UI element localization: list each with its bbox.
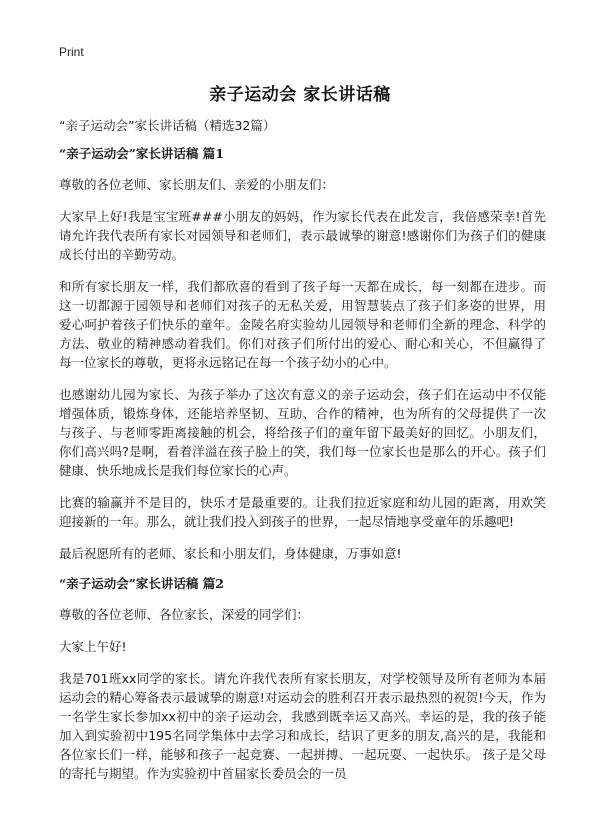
article-subtitle: “亲子运动会”家长讲话稿（精选32篇）	[59, 118, 276, 133]
article-body	[59, 118, 546, 796]
paragraph: 比赛的输赢并不是目的，快乐才是最重要的。让我们拉近家庭和幼儿园的距离，用欢笑迎接新的一年。那么，就让我们投入到孩子的世界，一起尽情地享受童年的乐趣吧!	[59, 495, 546, 529]
paragraph: 尊敬的各位老师、家长朋友们、亲爱的小朋友们：	[59, 177, 335, 192]
paragraph: 尊敬的各位老师、各位家长，深爱的同学们：	[59, 607, 310, 622]
print-link[interactable]: Print	[59, 45, 84, 59]
paragraph: 大家早上好!我是宝宝班###小朋友的妈妈，作为家长代表在此发言，我倍感荣幸!首先请允许我代表所有家长对园领导和老师们，表示最诚挚的谢意!感谢你们为孩子们的健康成长付出的辛勤劳动。	[59, 209, 546, 262]
paragraph: 大家上午好!	[59, 639, 127, 654]
section-heading-1: “亲子运动会”家长讲话稿 篇1	[59, 146, 224, 161]
page-title: 亲子运动会 家长讲话稿	[209, 85, 391, 105]
paragraph: 我是701班xx同学的家长。请允许我代表所有家长朋友，对学校领导及所有老师为本届运动会的精心筹备表示最诚挚的谢意!对运动会的胜利召开表示最热烈的祝贺!今天，作为一名学生家长参加xx初中的亲子运动会，我感到既幸运又高兴。幸运的是，我的孩子能加入到实验初中195名同学集体中去学习和成长，结识了更多的朋友,高兴的是，我能和各位家长们一样，能够和孩子一起竞赛、一起拼搏、一起玩耍、一起快乐。 孩子是父母的寄托与期望。作为实验初中首届家长委员会的一员	[59, 671, 546, 781]
paragraph: 也感谢幼儿园为家长、为孩子举办了这次有意义的亲子运动会，孩子们在运动中不仅能增强体质，锻炼身体，还能培养坚韧、互助、合作的精神，也为所有的父母提供了一次与孩子、与老师零距离接触的机会，将给孩子们的童年留下最美好的回忆。小朋友们，你们高兴吗?是啊，看着洋溢在孩子脸上的笑，我们每一位家长也是那么的开心。孩子们健康、快乐地成长是我们每位家长的心声。	[59, 387, 546, 478]
paragraph: 最后祝愿所有的老师、家长和小朋友们，身体健康，万事如意!	[59, 546, 402, 561]
paragraph: 和所有家长朋友一样，我们都欣喜的看到了孩子每一天都在成长，每一刻都在进步。而这一切都源于园领导和老师们对孩子的无私关爱，用智慧装点了孩子们多姿的世界，用爱心呵护着孩子们快乐的童年。金陵名府实验幼儿园领导和老师们全新的理念、科学的方法、敬业的精神感动着我们。你们对孩子们所付出的爱心、耐心和关心，不但赢得了每一位家长的尊敬，更将永远铭记在每一个孩子幼小的心中。	[59, 279, 546, 370]
section-heading-2: “亲子运动会”家长讲话稿 篇2	[59, 576, 224, 591]
